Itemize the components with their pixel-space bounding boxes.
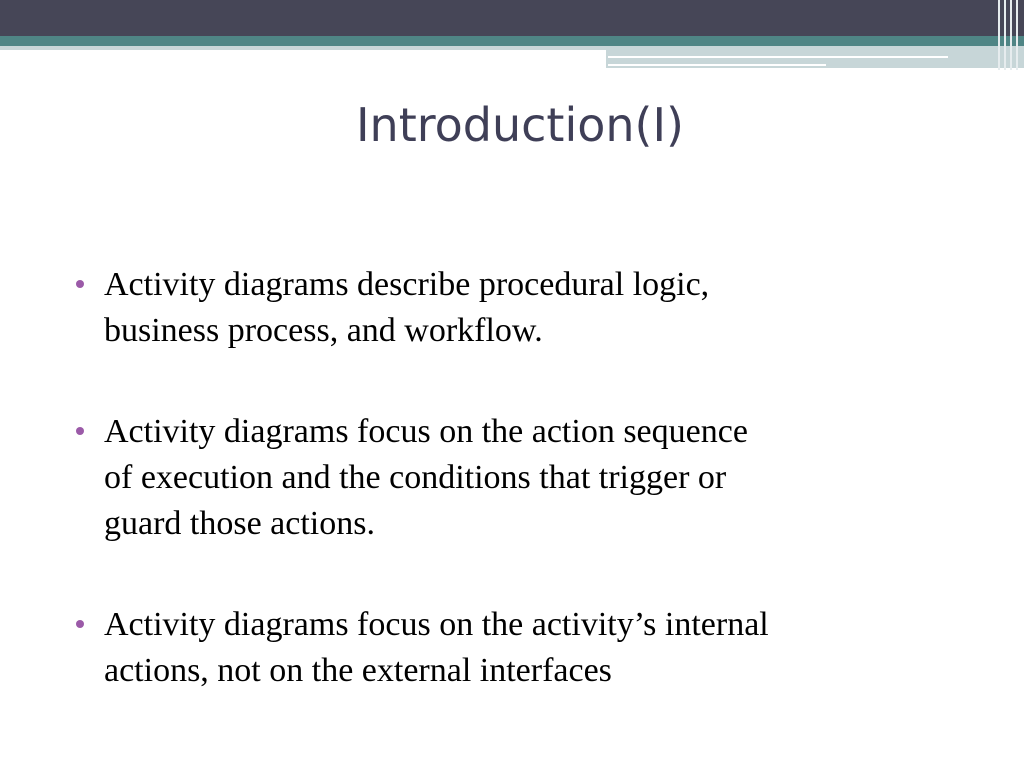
header-teal-band [0,36,1024,46]
header-vertical-stripes [994,0,1024,70]
bullet-line: Activity diagrams focus on the action sequence [104,413,748,450]
bullet-line: business process, and workflow. [104,312,543,349]
header-dark-band [0,0,1024,36]
bullet-item [76,409,976,547]
slide-title: Introduction(I) [355,98,685,152]
bullet-line: of execution and the conditions that trigger or [104,459,727,496]
bullet-dot-icon [76,280,84,288]
header-tab-line [608,64,826,66]
bullet-line: Activity diagrams focus on the activity’s internal [104,606,769,643]
bullet-line: Activity diagrams describe procedural logic, [104,266,710,303]
bullet-item [76,262,976,354]
bullet-line: guard those actions. [104,505,375,542]
bullet-dot-icon [76,620,84,628]
bullet-list [76,262,976,694]
header-tab-line [608,56,948,58]
bullet-dot-icon [76,427,84,435]
bullet-item [76,602,976,694]
bullet-line: actions, not on the external interfaces [104,652,612,689]
